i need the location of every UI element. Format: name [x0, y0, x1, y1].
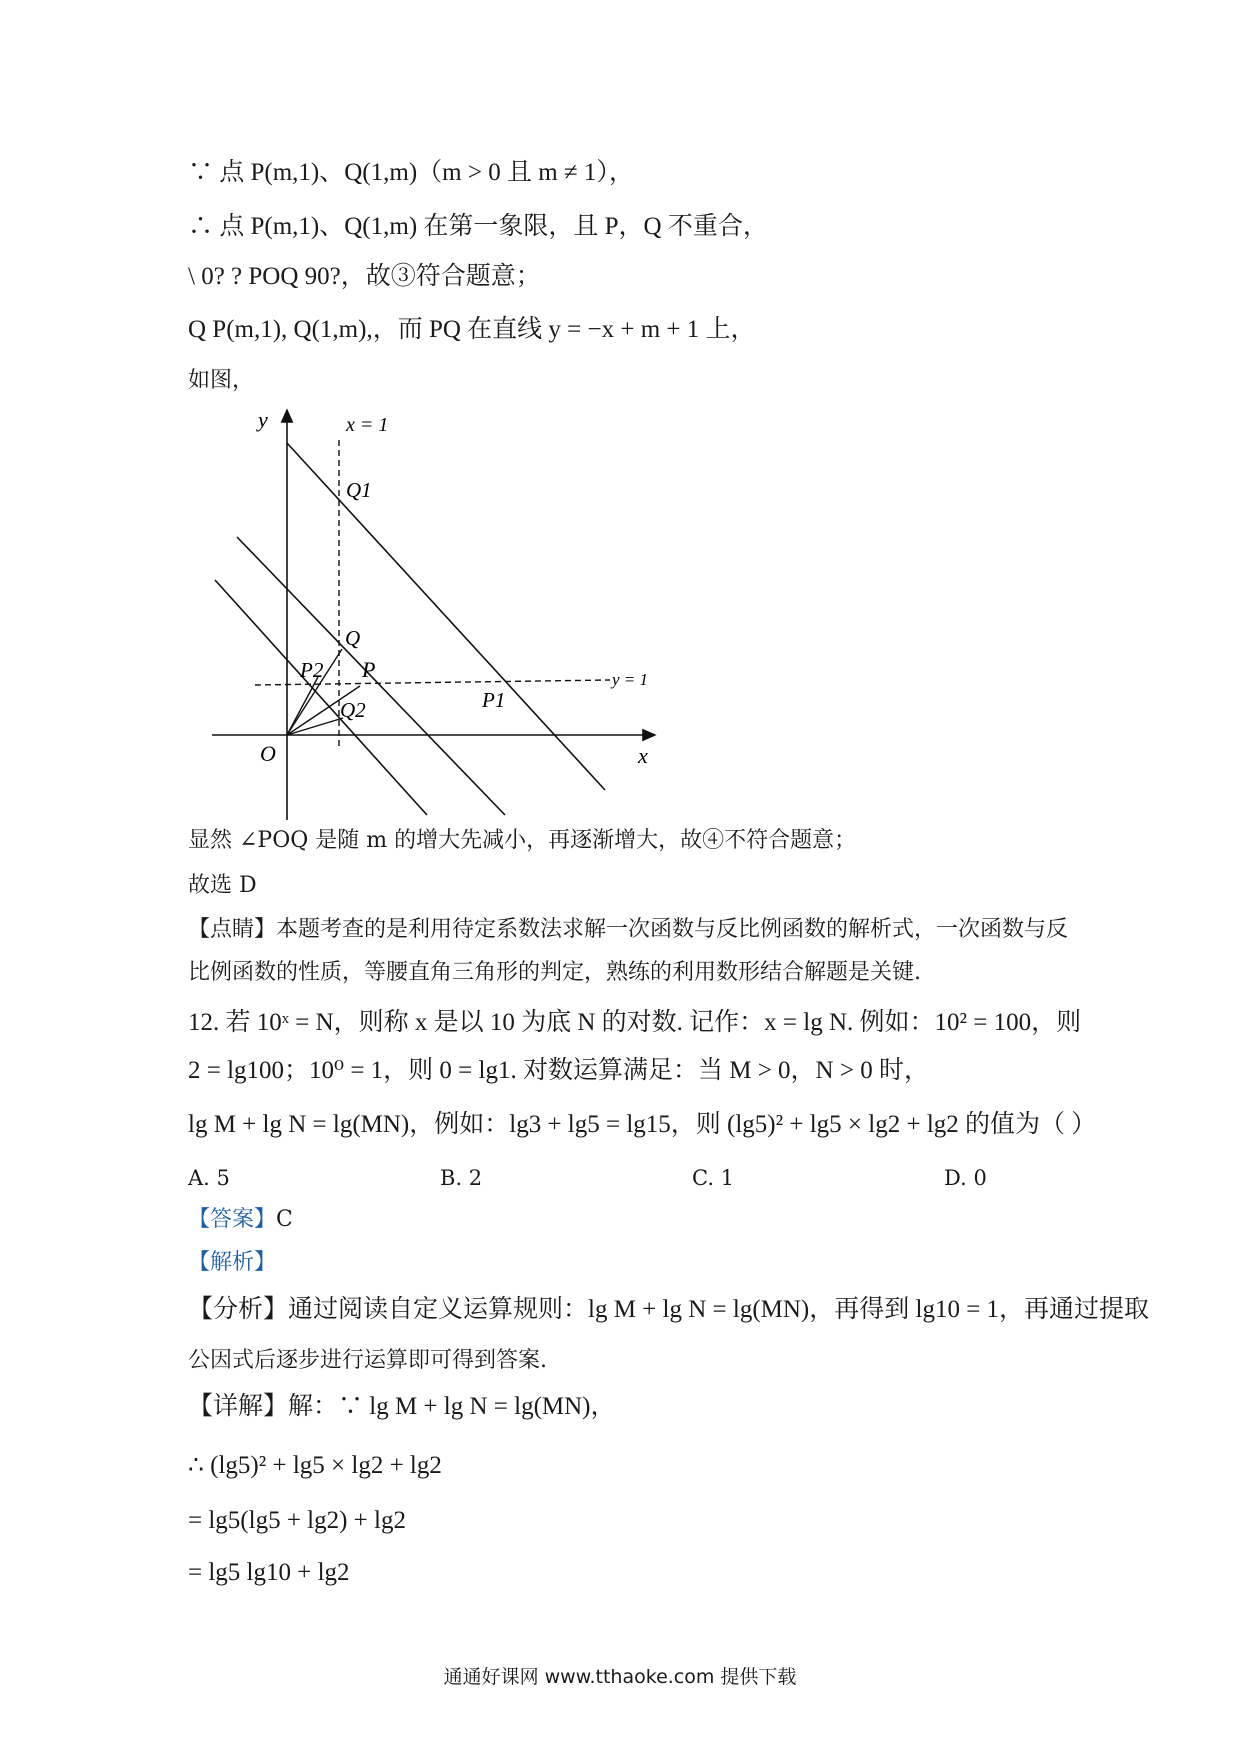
text-line-8: 【点睛】本题考查的是利用待定系数法求解一次函数与反比例函数的解析式，一次函数与反 — [188, 917, 1069, 942]
line-lower — [215, 580, 427, 815]
point-label-p: P — [362, 657, 376, 682]
answer-tag: 【答案】 — [188, 1207, 277, 1232]
horizontal-line-label: y = 1 — [612, 670, 649, 689]
detail-line-2: ∴ (lg5)² + lg5 × lg2 + lg2 — [188, 1452, 442, 1479]
text-line-1: ∵ 点 P(m,1)、Q(1,m)（m > 0 且 m ≠ 1）， — [188, 159, 634, 186]
analysis-line-1: 【分析】通过阅读自定义运算规则：lg M + lg N = lg(MN)，再得到 lg10 = 1，再通过提取 — [188, 1296, 1150, 1323]
text-line-7: 故选 D — [188, 873, 257, 898]
detail-line-4: = lg5 lg10 + lg2 — [188, 1559, 350, 1586]
analysis-tag: 【解析】 — [188, 1250, 277, 1275]
option-c: C. 1 — [692, 1166, 735, 1190]
text-line-9: 比例函数的性质，等腰直角三角形的判定，熟练的利用数形结合解题是关键. — [188, 960, 921, 985]
text-line-12: lg M + lg N = lg(MN)，例如：lg3 + lg5 = lg15，则 (lg5)² + lg5 × lg2 + lg2 的值为（ ） — [188, 1111, 1097, 1138]
x-axis-label: x — [638, 743, 648, 768]
text-line-4: Q P(m,1), Q(1,m),，而 PQ 在直线 y = −x + m + 1 上， — [188, 316, 756, 343]
text-line-10: 12. 若 10ˣ = N，则称 x 是以 10 为底 N 的对数. 记作：x = lg N. 例如：10² = 100，则 — [188, 1009, 1082, 1036]
analysis-line-2: 公因式后逐步进行运算即可得到答案. — [188, 1348, 547, 1373]
answer-line — [188, 1205, 293, 1235]
geometry-figure — [200, 405, 670, 825]
y-axis-label: y — [258, 407, 268, 432]
point-label-p2: P2 — [300, 658, 324, 682]
point-label-p1: P1 — [482, 688, 506, 712]
option-d: D. 0 — [944, 1166, 987, 1190]
text-line-3: \ 0? ? POQ 90?，故③符合题意； — [188, 263, 541, 290]
text-line-2: ∴ 点 P(m,1)、Q(1,m) 在第一象限，且 P，Q 不重合， — [188, 213, 768, 240]
point-label-q: Q — [345, 626, 361, 650]
page-footer: 通通好课网 www.tthaoke.com 提供下载 — [443, 1666, 797, 1688]
point-label-q2: Q2 — [340, 698, 366, 722]
line-upper — [287, 443, 605, 790]
option-a: A. 5 — [188, 1166, 230, 1190]
text-line-6: 显然 ∠POQ 是随 m 的增大先减小，再逐渐增大，故④不符合题意； — [188, 828, 857, 853]
origin-label: O — [260, 741, 276, 766]
point-label-q1: Q1 — [346, 478, 372, 502]
text-line-11: 2 = lg100；10⁰ = 1，则 0 = lg1. 对数运算满足：当 M > 0，N > 0 时， — [188, 1057, 929, 1084]
answer-value: C — [276, 1207, 293, 1232]
detail-line-1: 【详解】解：∵ lg M + lg N = lg(MN)， — [188, 1393, 616, 1420]
text-line-5: 如图， — [188, 368, 255, 393]
vertical-line-label: x = 1 — [346, 414, 389, 436]
option-b: B. 2 — [440, 1166, 483, 1190]
detail-line-3: = lg5(lg5 + lg2) + lg2 — [188, 1507, 406, 1534]
